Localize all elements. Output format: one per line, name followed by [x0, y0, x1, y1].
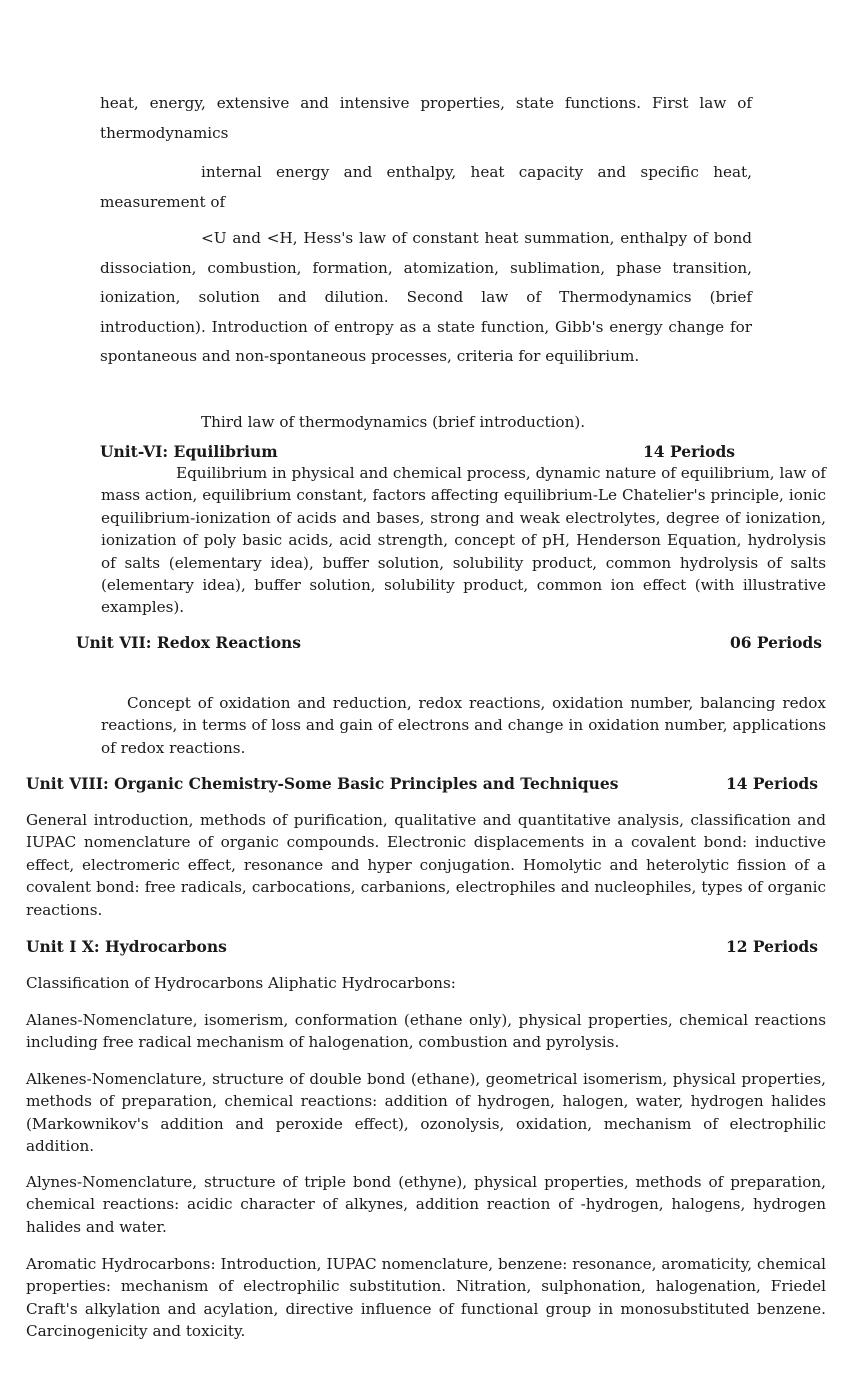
unit-9-heading: [26, 937, 818, 957]
unit-7-title: Unit VII: Redox Reactions: [76, 633, 302, 652]
unit-9-aromatic: Aromatic Hydrocarbons: Introduction, IUPAC nomenclature, benzene: resonance, aromaticity, chemical properties: mechanism of electrophilic substitution. Nitration, sulphonation, halogenation, Friedel Craft's alkylation and acylation, directive influence of functional group in monosubstituted benzene. Carcinogenicity and toxicity.: [26, 1255, 826, 1341]
unit-8-periods: 14 Periods: [725, 774, 818, 793]
unit-9-alanes: Alanes-Nomenclature, isomerism, conformation (ethane only), physical properties, chemical reactions including free radical mechanism of halogenation, combustion and pyrolysis.: [26, 1011, 826, 1052]
unit-8-title: Unit VIII: Organic Chemistry-Some Basic Principles and Techniques: [26, 774, 619, 793]
unit-6-title: Unit-VI: Equilibrium: [100, 442, 278, 461]
unit-9-classification: Classification of Hydrocarbons Aliphatic Hydrocarbons:: [26, 974, 456, 992]
unit-7-body: Concept of oxidation and reduction, redox reactions, oxidation number, balancing redox reactions, in terms of loss and gain of electrons and change in oxidation number, applications of redox reactions.: [101, 694, 826, 757]
unit-6-periods: 14 Periods: [643, 442, 736, 461]
unit-9-alynes: Alynes-Nomenclature, structure of triple bond (ethyne), physical properties, methods of preparation, chemical reactions: acidic character of alkynes, addition reaction of -hydrogen, halogens, hydrogen halides and water.: [26, 1173, 826, 1236]
thermo-paragraph-4: Third law of thermodynamics (brief introduction).: [201, 413, 586, 431]
unit-7-heading: [76, 633, 822, 653]
unit-9-alkenes: Alkenes-Nomenclature, structure of double bond (ethane), geometrical isomerism, physical properties, methods of preparation, chemical reactions: addition of hydrogen, halogen, water, hydrogen halides (Markownikov's addition and peroxide effect), ozonolysis, oxidation, mechanism of electrophilic addition.: [26, 1070, 826, 1156]
thermo-paragraph-3: <U and <H, Hess's law of constant heat summation, enthalpy of bond dissociation, combustion, formation, atomization, sublimation, phase transition, ionization, solution and dilution. Second law of Thermodynamics (brief introduction). Introduction of entropy as a state function, Gibb's energy change for spontaneous and non-spontaneous processes, criteria for equilibrium.: [100, 229, 752, 365]
unit-8-body: General introduction, methods of purification, qualitative and quantitative analysis, classification and IUPAC nomenclature of organic compounds. Electronic displacements in a covalent bond: inductive effect, electromeric effect, resonance and hyper conjugation. Homolytic and heterolytic fission of a covalent bond: free radicals, carbocations, carbanions, electrophiles and nucleophiles, types of organic reactions.: [26, 811, 826, 919]
unit-9-periods: 12 Periods: [725, 937, 818, 956]
unit-6-heading: [100, 442, 750, 462]
unit-6-body: Equilibrium in physical and chemical process, dynamic nature of equilibrium, law of mass action, equilibrium constant, factors affecting equilibrium-Le Chatelier's principle, ionic equilibrium-ionization of acids and bases, strong and weak electrolytes, degree of ionization, ionization of poly basic acids, acid strength, concept of pH, Henderson Equation, hydrolysis of salts (elementary idea), buffer solution, solubility product, common hydrolysis of salts (elementary idea), buffer solution, solubility product, common ion effect (with illustrative examples).: [101, 464, 826, 617]
thermo-paragraph-2: internal energy and enthalpy, heat capacity and specific heat, measurement of: [100, 163, 752, 211]
unit-7-periods: 06 Periods: [729, 633, 822, 652]
unit-9-title: Unit I X: Hydrocarbons: [26, 937, 227, 956]
unit-8-heading: [26, 774, 818, 794]
thermo-paragraph-1: heat, energy, extensive and intensive properties, state functions. First law of thermodynamics: [100, 94, 752, 142]
